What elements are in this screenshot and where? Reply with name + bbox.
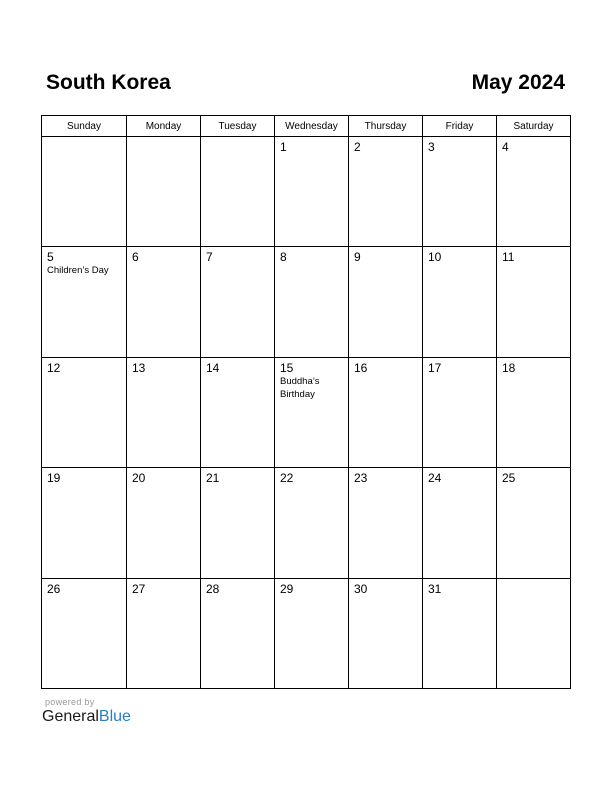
weekday-header-row: [42, 116, 571, 137]
weekday-tuesday: Tuesday: [201, 116, 275, 137]
day-number: 15: [280, 360, 294, 375]
week-row: [42, 357, 571, 467]
day-cell: [423, 468, 497, 578]
day-cell: [42, 247, 127, 357]
day-cell: [275, 578, 349, 688]
calendar-grid: [41, 115, 571, 689]
day-number: 4: [502, 140, 509, 154]
day-cell: [349, 357, 423, 467]
week-row: [42, 578, 571, 688]
country-title: South Korea: [46, 71, 171, 94]
day-cell: [497, 357, 571, 467]
month-title: May 2024: [471, 71, 565, 94]
day-number: 20: [132, 471, 146, 486]
day-cell: [349, 137, 423, 247]
day-number: 6: [132, 250, 139, 265]
week-row: [42, 247, 571, 357]
day-number: 11: [502, 250, 515, 265]
day-number: 30: [354, 581, 368, 596]
day-number: 14: [206, 360, 220, 375]
day-number: 10: [428, 250, 442, 265]
week-row: [42, 137, 571, 247]
day-cell: [127, 357, 201, 467]
day-number: 7: [206, 250, 213, 265]
day-cell: [201, 357, 275, 467]
day-number: 16: [354, 360, 368, 375]
day-cell: [275, 468, 349, 578]
day-number: 8: [280, 250, 287, 265]
day-number: 31: [428, 581, 442, 596]
weekday-sunday: Sunday: [42, 116, 127, 137]
day-cell: [497, 247, 571, 357]
day-number: 28: [206, 581, 220, 596]
holiday-label: Buddha’s Birthday: [280, 375, 320, 400]
holiday-label: Children’s Day: [47, 265, 109, 277]
day-cell: [201, 578, 275, 688]
day-cell: [497, 578, 571, 688]
day-number: 22: [280, 471, 294, 486]
generalblue-logo: [42, 708, 131, 726]
day-cell: [127, 468, 201, 578]
day-cell: [42, 578, 127, 688]
day-number: 29: [280, 581, 294, 596]
day-number: 9: [354, 250, 361, 265]
day-cell: [349, 578, 423, 688]
day-cell: [42, 137, 127, 247]
day-number: 21: [206, 471, 220, 486]
day-cell: [275, 137, 349, 247]
day-cell: [497, 468, 571, 578]
day-cell: [349, 247, 423, 357]
day-cell: [127, 247, 201, 357]
weekday-saturday: Saturday: [497, 116, 571, 137]
day-cell: [201, 137, 275, 247]
day-number: 5: [47, 250, 54, 265]
day-number: 23: [354, 471, 368, 486]
day-number: 25: [502, 471, 516, 486]
day-cell: [42, 357, 127, 467]
day-cell: [42, 468, 127, 578]
day-cell: [349, 468, 423, 578]
day-cell: [201, 247, 275, 357]
day-cell: [275, 247, 349, 357]
day-cell: [497, 137, 571, 247]
day-number: 27: [132, 581, 146, 596]
day-number: 12: [47, 360, 61, 375]
brand-general: General: [42, 708, 99, 725]
powered-by-label: powered by: [45, 697, 95, 707]
day-cell: [423, 247, 497, 357]
day-cell: [423, 357, 497, 467]
day-cell: [423, 137, 497, 247]
day-number: 13: [132, 360, 146, 375]
day-number: 24: [428, 471, 442, 486]
day-cell: [275, 357, 349, 467]
day-number: 19: [47, 471, 61, 486]
day-cell: [201, 468, 275, 578]
day-number: 2: [354, 140, 361, 154]
brand-blue: Blue: [98, 708, 131, 725]
day-number: 26: [47, 581, 61, 596]
day-number: 17: [428, 360, 442, 375]
weekday-friday: Friday: [423, 116, 497, 137]
day-number: 18: [502, 360, 516, 375]
weekday-wednesday: Wednesday: [275, 116, 349, 137]
day-cell: [423, 578, 497, 688]
day-cell: [127, 578, 201, 688]
day-number: 1: [280, 140, 287, 154]
week-row: [42, 468, 571, 578]
weekday-thursday: Thursday: [349, 116, 423, 137]
day-cell: [127, 137, 201, 247]
weekday-monday: Monday: [127, 116, 201, 137]
day-number: 3: [428, 140, 435, 154]
